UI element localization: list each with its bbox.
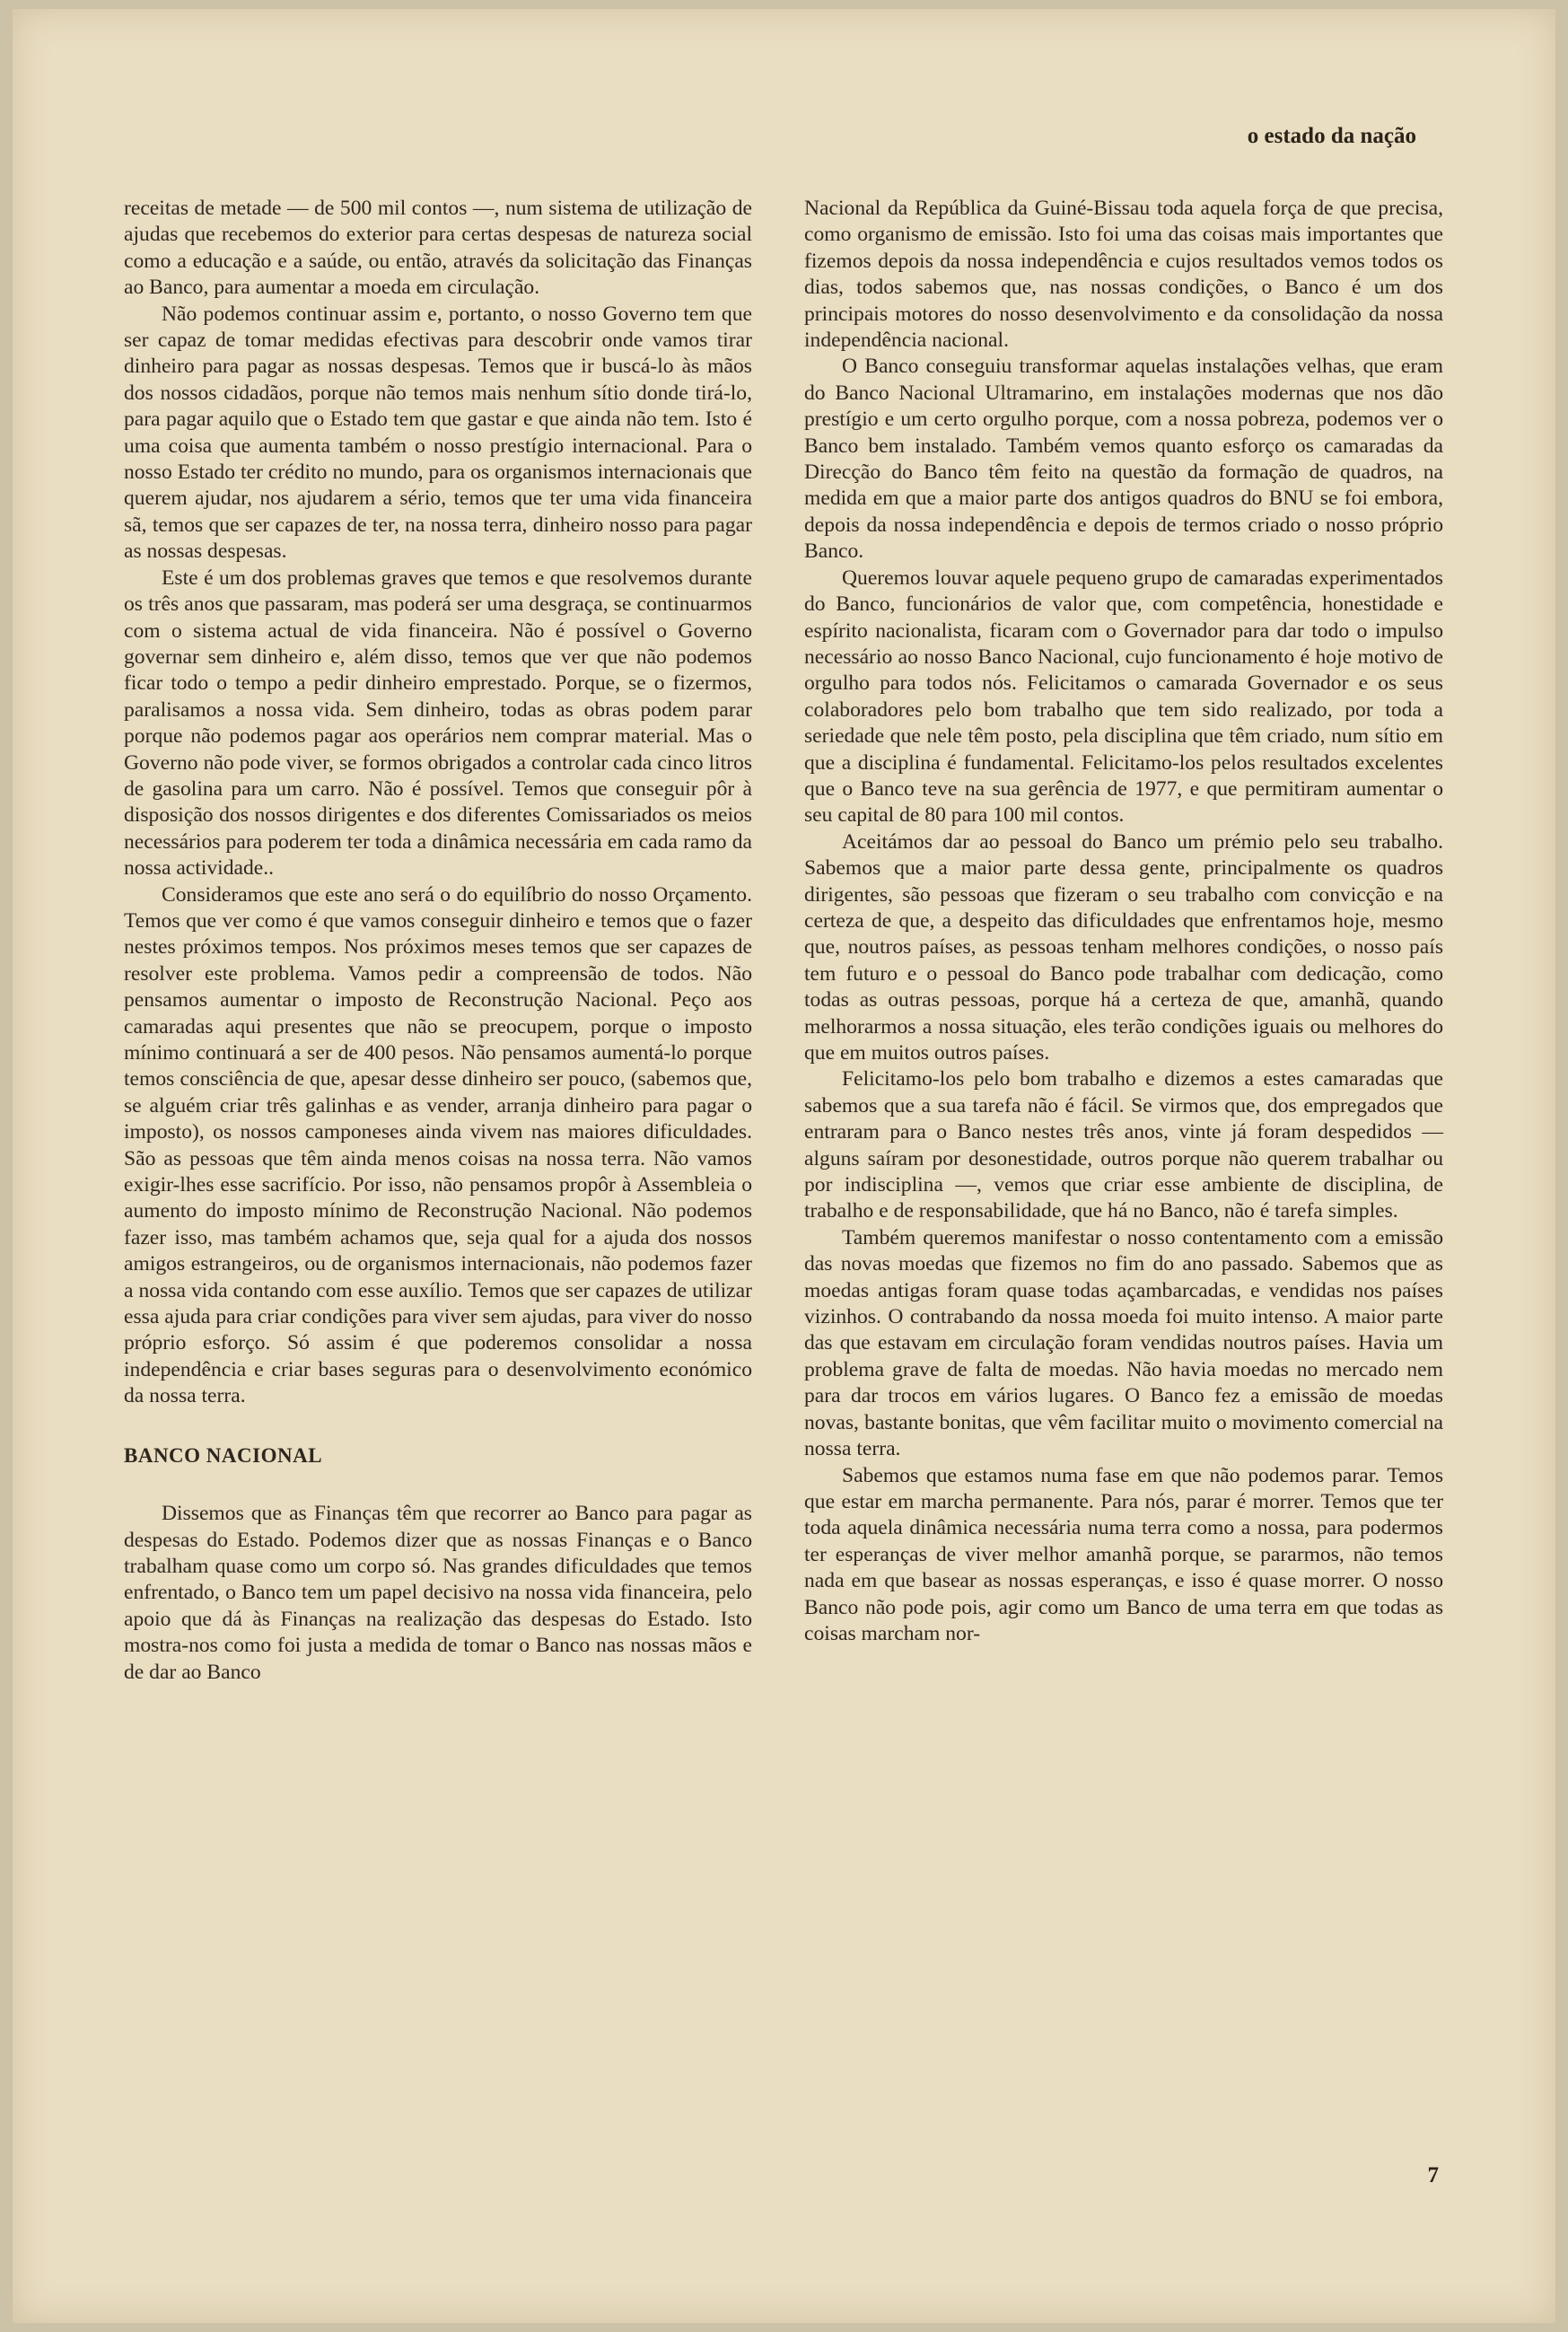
left-column	[124, 196, 752, 1686]
paragraph: receitas de metade — de 500 mil contos —, num sistema de utilização de ajudas que recebemos do exterior para certas despesas de natureza social como a educação e a saúde, ou então, através da solicitação das Finanças ao Banco, para aumentar a moeda em circulação.	[124, 197, 752, 300]
paragraph: Dissemos que as Finanças têm que recorrer ao Banco para pagar as despesas do Estado. Podemos dizer que as nossas Finanças e o Banco trabalham quase como um corpo só. Nas grandes dificuldades que temos enfrentado, o Banco tem um papel decisivo na nossa vida financeira, pelo apoio que dá às Finanças na realização das despesas do Estado. Isto mostra-nos como foi justa a medida de tomar o Banco nas nossas mãos e de dar ao Banco	[124, 1502, 752, 1684]
paragraph: O Banco conseguiu transformar aquelas instalações velhas, que eram do Banco Nacional Ultramarino, em instalações modernas que nos dão prestígio e um certo orgulho porque, com a nossa pobreza, podemos ver o Banco bem instalado. Também vemos quanto esforço os camaradas da Direcção do Banco têm feito na questão da formação de quadros, na medida em que a maior parte dos antigos quadros do BNU se foi embora, depois da nossa independência e depois de termos criado o nosso próprio Banco.	[804, 355, 1443, 564]
paragraph: Também queremos manifestar o nosso contentamento com a emissão das novas moedas que fizemos no fim do ano passado. Sabemos que as moedas antigas foram quase todas açambarcadas, e vendidas nos países vizinhos. O contrabando da nossa moeda foi muito intenso. A maior parte das que estavam em circulação foram vendidas noutros países. Havia um problema grave de falta de moedas. Não havia moedas no mercado nem para dar trocos em vários lugares. O Banco fez a emissão de moedas novas, bastante bonitas, que vêm facilitar muito o movimento comercial na nossa terra.	[804, 1225, 1443, 1461]
paragraph: Consideramos que este ano será o do equilíbrio do nosso Orçamento. Temos que ver como é que vamos conseguir dinheiro e temos que o fazer nestes próximos tempos. Nos próximos meses temos que ser capazes de resolver este problema. Vamos pedir a compreensão de todos. Não pensamos aumentar o imposto de Reconstrução Nacional. Peço aos camaradas aqui presentes que não se preocupem, porque o imposto mínimo continuará a ser de 400 pesos. Não pensamos aumentá-lo porque temos consciência de que, apesar desse dinheiro ser pouco, (sabemos que, se alguém criar três galinhas e as vender, arranja dinheiro para pagar o imposto), os nossos camponeses ainda vivem nas maiores dificuldades. São as pessoas que têm ainda menos coisas na nossa terra. Não vamos exigir-lhes esse sacrifício. Por isso, não pensamos propôr à Assembleia o aumento do imposto mínimo de Reconstrução Nacional. Não podemos fazer isso, mas também achamos que, seja qual for a ajuda dos nossos amigos estrangeiros, ou de organismos internacionais, não podemos fazer a nossa vida contando com esse auxílio. Temos que ser capazes de utilizar essa ajuda para criar condições para viver sem ajudas, para viver do nosso próprio esforço. Só assim é que poderemos consolidar a nossa independência e criar bases seguras para o desenvolvimento económico da nossa terra.	[124, 882, 752, 1408]
paragraph: Aceitámos dar ao pessoal do Banco um prémio pelo seu trabalho. Sabemos que a maior parte dessa gente, principalmente os quadros dirigentes, são pessoas que fizeram o seu trabalho com convicção e na certeza de que, a despeito das dificuldades que enfrentamos hoje, mesmo que, noutros países, as pessoas tenham melhores condições, o nosso país tem futuro e o pessoal do Banco pode trabalhar com dedicação, como todas as outras pessoas, porque há a certeza de que, amanhã, quando melhorarmos a nossa situação, eles terão condições iguais ou melhores do que em muitos outros países.	[804, 829, 1443, 1065]
paragraph: Não podemos continuar assim e, portanto, o nosso Governo tem que ser capaz de tomar medidas efectivas para descobrir onde vamos tirar dinheiro para pagar as nossas despesas. Temos que ir buscá-lo às mãos dos nossos cidadãos, porque não temos mais nenhum sítio donde tirá-lo, para pagar aquilo que o Estado tem que gastar e que ainda não tem. Isto é uma coisa que aumenta também o nosso prestígio internacional. Para o nosso Estado ter crédito no mundo, para os organismos internacionais que querem ajudar, nos ajudarem a sério, temos que ter uma vida financeira sã, temos que ser capazes de ter, na nossa terra, dinheiro nosso para pagar as nossas despesas.	[124, 302, 752, 564]
section-heading: BANCO NACIONAL	[124, 1443, 323, 1467]
running-title: o estado da nação	[1247, 124, 1416, 148]
paragraph: Nacional da República da Guiné-Bissau toda aquela força de que precisa, como organismo de emissão. Isto foi uma das coisas mais importantes que fizemos depois da nossa independência e cujos resultados vemos todos os dias, todos sabemos que, nas nossas condições, o Banco é um dos principais motores do nosso desenvolvimento e da consolidação da nossa independência nacional.	[804, 197, 1443, 353]
page-sheet	[13, 9, 1555, 2323]
right-column	[804, 196, 1443, 1647]
paragraph: Sabemos que estamos numa fase em que não podemos parar. Temos que estar em marcha permanente. Para nós, parar é morrer. Temos que ter toda aquela dinâmica necessária numa terra como a nossa, para podermos ter esperanças de viver melhor amanhã porque, se pararmos, não temos nada em que basear as nossas esperanças, e isso é quase morrer. O nosso Banco não pode pois, agir como um Banco de uma terra em que todas as coisas marcham nor-	[804, 1463, 1443, 1645]
paragraph: Felicitamo-los pelo bom trabalho e dizemos a estes camaradas que sabemos que a sua tarefa não é fácil. Se virmos que, dos empregados que entraram para o Banco nestes três anos, vinte já foram despedidos — alguns saíram por desonestidade, outros porque não querem trabalhar ou por indisciplina —, vemos que criar esse ambiente de disciplina, de trabalho e de responsabilidade, que há no Banco, não é tarefa simples.	[804, 1067, 1443, 1223]
paragraph: Queremos louvar aquele pequeno grupo de camaradas experimentados do Banco, funcionários de valor que, com competência, honestidade e espírito nacionalista, ficaram com o Governador para dar todo o impulso necessário ao nosso Banco Nacional, cujo funcionamento é hoje motivo de orgulho para todos nós. Felicitamos o camarada Governador e os seus colaboradores pelo bom trabalho que tem sido realizado, por toda a seriedade que nele têm posto, pela disciplina que têm criado, num sítio em que a disciplina é fundamental. Felicitamo-los pelos resultados excelentes que o Banco teve na sua gerência de 1977, e que permitiram aumentar o seu capital de 80 para 100 mil contos.	[804, 565, 1443, 828]
paragraph: Este é um dos problemas graves que temos e que resolvemos durante os três anos que passaram, mas poderá ser uma desgraça, se continuarmos com o sistema actual de vida financeira. Não é possível o Governo governar sem dinheiro e, além disso, temos que ver que não podemos ficar todo o tempo a pedir dinheiro emprestado. Porque, se o fizermos, paralisamos a nossa vida. Sem dinheiro, todas as obras podem parar porque não podemos pagar aos operários nem comprar material. Mas o Governo não pode viver, se formos obrigados a controlar cada cinco litros de gasolina para um carro. Não é possível. Temos que conseguir pôr à disposição dos nossos dirigentes e dos diferentes Comissariados os meios necessários para poderem ter toda a dinâmica necessária em cada ramo da nossa actividade..	[124, 565, 752, 881]
page-number: 7	[1427, 2163, 1439, 2187]
